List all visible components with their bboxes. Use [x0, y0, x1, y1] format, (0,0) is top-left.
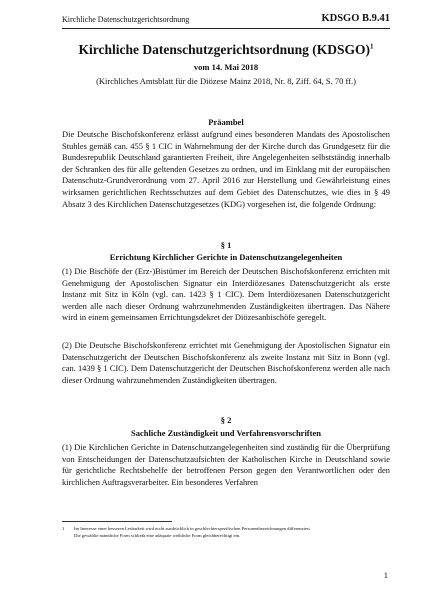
section-1-heading: Errichtung Kirchlicher Gerichte in Datenschutzangelegenheiten: [109, 252, 343, 262]
section-2-number: § 2: [220, 415, 232, 425]
document-date: vom 14. Mai 2018: [193, 62, 259, 72]
section-2-heading: Sachliche Zuständigkeit und Verfahrensvorschriften: [131, 428, 321, 438]
footnote-line-1: [62, 525, 390, 532]
section-1-paragraph-2-text: (2) Die Deutsche Bischofskonferenz errichtet mit Genehmigung der Apostolischen Signatur ein Datenschutzgericht der Deutschen Bischofskonferenz als zweite Instanz mit Sitz in Bonn (vgl. can. 1439 § 1 CIC). Dem Datenschutzgericht der Deutschen Bischofskonferenz werden alle nach dieser Ordnung wahrzunehmenden Zuständigkeiten übertragen.: [62, 340, 390, 385]
section-2-paragraph-1: [62, 442, 390, 488]
footnote-line-2: [62, 532, 390, 539]
footnote: [62, 525, 390, 539]
footnote-text-1: Im Interesse einer besseren Lesbarkeit wird nicht ausdrücklich in geschlechterspezifischen Personenbezeichnungen differenziert.: [74, 526, 311, 531]
section-2-paragraph-1-text: (1) Die Kirchlichen Gerichte in Datenschutzangelegenheiten sind zuständig für die Überprüfung von Entscheidungen der Datenschutzaufsichten der Katholischen Kirche in Deutschland sowie für gerichtliche Rechtsbehelfe der betroffenen Person gegen den Verantwortlichen oder den kirchlichen Auftragsverarbeiter. Ein besonderes Verfahren: [62, 442, 390, 487]
header-rule: [62, 28, 390, 29]
footnote-text-2: Die gewählte männliche Form schließt eine adäquate weibliche Form gleichberechtigt ein.: [74, 533, 241, 538]
document-title-text: Kirchliche Datenschutzgerichtsordnung (KDSGO): [78, 42, 370, 57]
praeambel-heading: Präambel: [208, 117, 244, 127]
footnote-rule: [62, 521, 172, 522]
page-number: 1: [383, 570, 388, 580]
running-header-code: KDSGO B.9.41: [321, 13, 390, 24]
document-source: (Kirchliches Amtsblatt für die Diözese Mainz 2018, Nr. 8, Ziff. 64, S. 70 ff.): [96, 76, 356, 86]
section-1-paragraph-2: [62, 340, 390, 386]
praeambel-body: [62, 129, 390, 210]
document-title: [62, 42, 390, 58]
section-1-number: § 1: [220, 240, 232, 250]
praeambel-paragraph: Die Deutsche Bischofskonferenz erlässt aufgrund eines besonderen Mandats des Apostolischen Stuhles gemäß can. 455 § 1 CIC in Wahrnehmung der der Kirche durch das Grundgesetz für die Bundesrepublik Deutschland garantierten Freiheit, ihre Angelegenheiten selbstständig innerhalb der Schranken des für alle geltenden Gesetzes zu ordnen, und im Einklang mit der europäischen Datenschutz-Grundverordnung vom 27. April 2016 zur Herstellung und Gewährleistung eines wirksamen gerichtlichen Rechtsschutzes auf dem Gebiet des Datenschutzes, wie dies in § 49 Absatz 3 des Kirchlichen Datenschutzgesetzes (KDG) vorgesehen ist, die folgende Ordnung:: [62, 129, 390, 209]
section-1-paragraph-1-text: (1) Die Bischöfe der (Erz-)Bistümer im Bereich der Deutschen Bischofskonferenz errichten mit Genehmigung der Apostolischen Signatur ein Interdiözesanes Datenschutzgericht als erste Instanz mit Sitz in Köln (vgl. can. 1423 § 1 CIC). Dem Interdiözesanen Datenschutzgericht werden alle nach dieser Ordnung wahrzunehmenden Zuständigkeiten übertragen. Das Nähere wird in einem gemeinsamen Errichtungsdekret der Diözesanbischöfe geregelt.: [62, 266, 390, 323]
title-footnote-mark: 1: [370, 42, 374, 51]
running-header-title: Kirchliche Datenschutzgerichtsordnung: [62, 15, 190, 24]
footnote-mark: 1: [62, 526, 65, 531]
section-1-paragraph-1: [62, 266, 390, 324]
